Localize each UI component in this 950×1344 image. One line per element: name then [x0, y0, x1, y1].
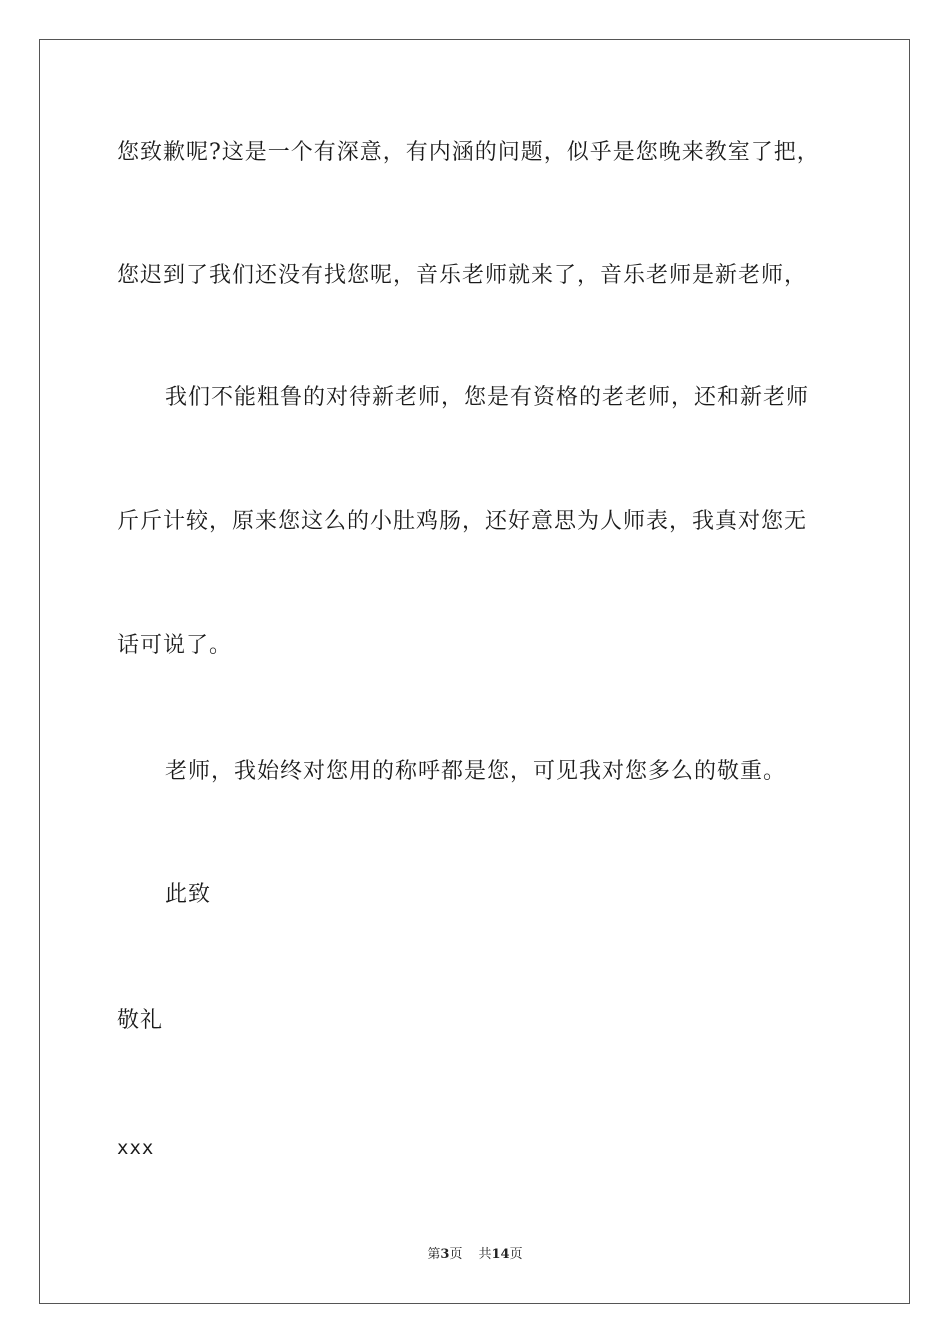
- page-footer: [0, 1246, 950, 1264]
- text-line-6: 老师，我始终对您用的称呼都是您，可见我对您多么的敬重。: [165, 759, 787, 784]
- signature: xxx: [117, 1137, 155, 1159]
- page-suffix: 页: [449, 1247, 463, 1262]
- text-line-2: 您迟到了我们还没有找您呢，音乐老师就来了，音乐老师是新老师，: [117, 263, 808, 288]
- text-line-3: 我们不能粗鲁的对待新老师，您是有资格的老老师，还和新老师: [165, 385, 810, 410]
- total-suffix: 页: [509, 1247, 523, 1262]
- page-number: 3: [440, 1247, 450, 1262]
- page-border: [39, 39, 910, 1304]
- closing-salutation: 此致: [165, 882, 212, 907]
- closing-regards: 敬礼: [117, 1008, 164, 1033]
- total-pages: 14: [491, 1247, 510, 1262]
- text-line-1: 您致歉呢?这是一个有深意，有内涵的问题，似乎是您晚来教室了把，: [117, 140, 820, 165]
- total-prefix: 共: [478, 1247, 492, 1262]
- text-line-4: 斤斤计较，原来您这么的小肚鸡肠，还好意思为人师表，我真对您无: [117, 509, 808, 534]
- text-line-5: 话可说了。: [117, 633, 233, 658]
- page-prefix: 第: [427, 1247, 441, 1262]
